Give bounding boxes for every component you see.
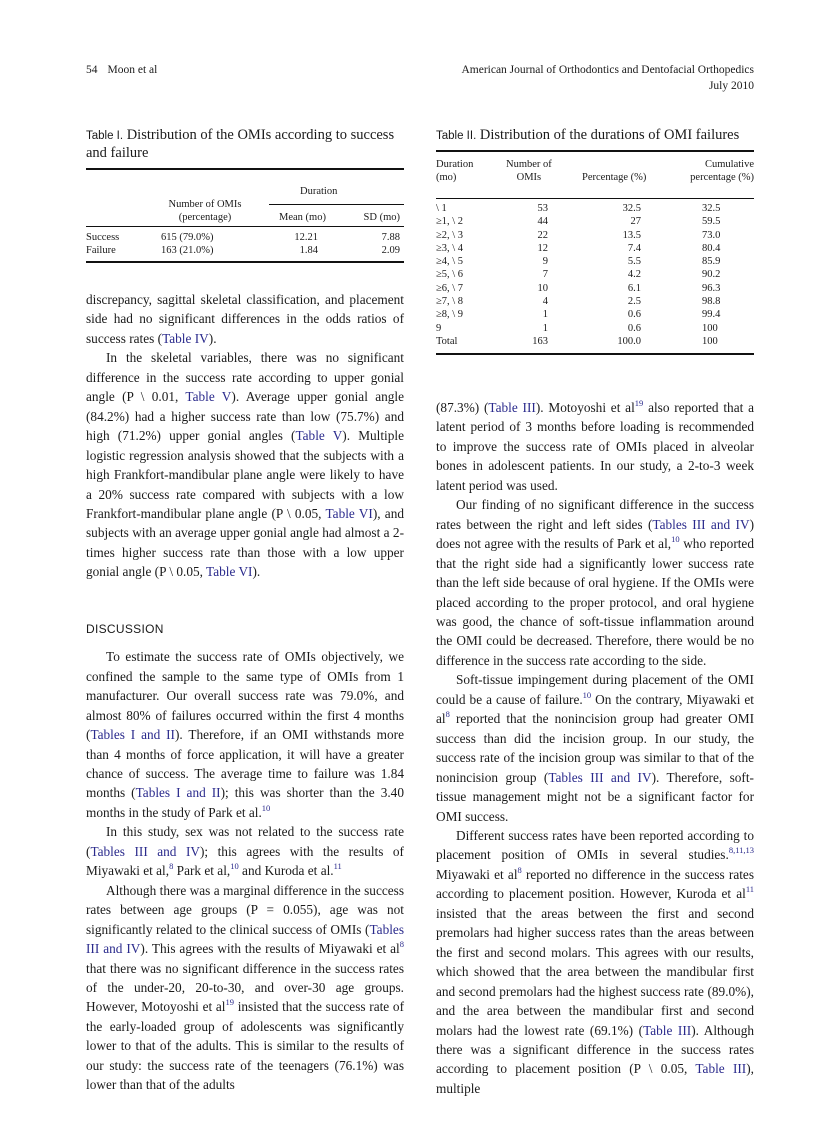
reference-link[interactable]: 19 [225,997,234,1008]
paragraph: discrepancy, sagittal skeletal classification, and placement side had no significant differences in the odds ratios of success rates (Table IV). [86,292,404,346]
reference-link[interactable]: 8 [517,864,522,875]
cell-percentage: 32.5 [622,203,641,214]
cell-number: 22 [537,229,548,241]
col-header-percentage: Percentage (%) [582,172,647,183]
cell-duration: \ 1 [436,203,447,214]
cell-number: 9 [542,256,548,268]
cell-duration: ≥8, \ 9 [436,309,464,321]
table-row [436,269,754,282]
table-1 [86,127,404,263]
table-top-rule [86,168,404,170]
col-group-duration: Duration [300,186,338,197]
journal-title: American Journal of Orthodontics and Dentofacial Orthopedics [461,64,754,76]
table-link[interactable]: Table III [643,1022,692,1038]
cell-cumulative: 100 [702,322,718,334]
reference-link[interactable]: 10 [230,861,239,872]
table-link[interactable]: Table VI [325,505,373,521]
table-1-header [86,176,404,226]
cell-sd: 7.88 [381,232,400,243]
cell-cumulative: 59.5 [702,216,721,228]
header-rule [436,198,754,199]
row-label: Success [86,232,120,243]
table-row [86,245,404,258]
table-row [436,323,754,336]
table-row [436,243,754,256]
col-header-number [160,198,250,224]
cell-mean: 1.84 [299,245,318,256]
cell-percentage: 13.5 [622,229,641,241]
cell-number: 12 [537,242,548,254]
page-number: 54 [86,64,98,76]
table-link[interactable]: Tables I and II [135,785,221,801]
cell-percentage: 5.5 [627,256,641,268]
reference-link[interactable]: 10 [261,802,271,813]
issue-date: July 2010 [708,80,754,92]
table-1-label: Table I. [86,130,124,142]
cell-number: 163 [532,335,548,347]
cell-duration: ≥5, \ 6 [436,269,464,281]
table-link[interactable]: Tables III and IV [548,769,652,785]
paragraph: (87.3%) (Table III). Motoyoshi et $al^{19}$ also reported that a latent period of 3 months before loading is recommended to improve the success rate of OMIs placed in alveolar bones in adolescent patients. In our study, a 2-to-3 week latent period was used. [436,398,754,493]
section-heading-discussion: DISCUSSION [86,621,164,636]
table-link[interactable]: Tables III and IV [90,843,200,859]
table-link[interactable]: Table V [185,389,232,405]
cell-number: 1 [542,309,548,321]
cell-duration: ≥7, \ 8 [436,296,464,308]
table-top-rule [436,150,754,152]
table-row [436,283,754,296]
table-link[interactable]: Table III [488,400,536,415]
cell-duration: Total [436,335,458,347]
paragraph: To estimate the success rate of OMIs objectively, we confined the sample to the same type of OMIs from 1 manufacturer. Our overall success rate was 79.0%, and almost 80% of failures occurred within the first 4 months (Tables I and II). Therefore, if an OMI withstands more than 4 months of force application, it will have a greater chance of success. The average time to failure was 1.84 months (Tables I and II); this was shorter than the 3.40 months in the study of Park et al.$^{10}$ [86,649,404,820]
cell-percentage: 7.4 [627,242,641,254]
table-link[interactable]: Tables III and IV [86,921,404,957]
reference-link[interactable]: 8 [169,861,174,872]
cell-percentage: 6.1 [627,282,641,294]
cell-sd: 2.09 [381,245,400,256]
reference-link[interactable]: 19 [634,398,644,408]
col-header-number [506,158,552,184]
col-header-mean: Mean (mo) [279,212,326,223]
cell-percentage: 0.6 [627,309,641,321]
table-link[interactable]: Table IV [162,330,209,346]
cell-number: 163 (21.0%) [161,245,214,256]
reference-link[interactable]: 8 [399,939,405,950]
paragraph: In the skeletal variables, there was no significant difference in the success rate according to upper gonial angle (P \ 0.01, Table V). Average upper gonial angle (84.2%) had a higher success rate than low (75.7%) and high (71.2%) upper gonial angles (Table V). Multiple logistic regression analysis showed that the subjects with a high Frankfort-mandibular plane angle were likely to have a 20% success rate compared with subjects with a low Frankfort-mandibular plane angle (P \ 0.05, Table VI), and subjects with an average upper gonial angle had almost a 2-times higher success rate than those with a low upper gonial angle (P \ 0.05, Table VI). [86,350,404,580]
cell-cumulative: 100 [702,335,718,347]
paragraph: Although there was a marginal difference in the success rates between age groups (P = 0.055), age was not significantly related to the clinical success of OMIs (Tables III and IV). This agrees with the results of Miyawaki et $al^8$ that there was no significant difference in the success rates of the under-20, 20-to-30, and over-30 age groups. However, Motoyoshi et $al^{19}$ insisted that the success rate of the early-loaded group of adolescents was significantly lower to that of the adults. This is similar to the results of our study: the success rate of the teenagers (76.1%) was lower than that of the adults [86,882,405,1093]
cell-number: 10 [537,282,548,294]
cell-duration: ≥3, \ 4 [436,242,464,254]
cell-mean: 12.21 [294,232,318,243]
col-header-number-line1: Number of OMIs [168,199,242,210]
cell-cumulative: 85.9 [702,256,721,268]
col-header-duration-line1: Duration [436,159,474,170]
cell-duration: ≥6, \ 7 [436,282,464,294]
right-column [436,398,754,1098]
reference-link[interactable]: 10 [582,689,592,700]
cell-cumulative: 99.4 [702,309,721,321]
cell-number: 53 [537,203,548,214]
col-header-cumulative-line1: Cumulative [705,159,754,170]
running-head-right [461,62,754,94]
table-row [436,203,754,216]
cell-cumulative: 32.5 [702,203,721,214]
table-row [436,296,754,309]
reference-link[interactable]: 10 [671,534,680,545]
table-bottom-rule [86,261,404,263]
cell-number: 4 [542,296,548,308]
reference-link[interactable]: 11 [745,884,754,895]
reference-link[interactable]: 8,11,13 [728,845,754,856]
cell-cumulative: 96.3 [702,282,721,294]
paragraph: Our finding of no significant difference in the success rates between the right and left sides (Tables III and IV) does not agree with the results of Park et al,$^{10}$ who reported that the right side had a significantly lower success rate than the left side because of oral hygiene. If the OMIs were placed according to the proper protocol, and oral hygiene was good, the chance of soft-tissue inflammation around the OMI could be decreased. Therefore, there would be no difference in the success rate according to the side. [436,497,754,668]
cell-cumulative: 80.4 [702,242,721,254]
col-header-number-line2: (percentage) [178,212,232,223]
col-header-duration [436,158,473,184]
cell-cumulative: 73.0 [702,229,721,241]
cell-cumulative: 90.2 [702,269,721,281]
table-bottom-rule [436,353,754,355]
col-header-sd: SD (mo) [363,212,400,223]
table-link[interactable]: Table III [695,1061,747,1077]
cell-number: 615 (79.0%) [161,232,214,243]
col-header-duration-line2: (mo) [436,172,457,183]
cell-cumulative: 98.8 [702,296,721,308]
paragraph: In this study, sex was not related to the success rate (Tables III and IV); this agrees with the results of Miyawaki et al,$^8$ Park et al,$^{10}$ and Kuroda et al.$^{11}$ [86,824,404,879]
running-head-left [86,62,157,78]
col-group-rule [269,204,404,205]
table-link[interactable]: Tables I and II [90,727,175,743]
table-link[interactable]: Table VI [206,564,253,580]
cell-duration: ≥2, \ 3 [436,229,464,241]
table-1-body [86,227,404,261]
table-2-body [436,203,754,349]
cell-percentage: 0.6 [627,322,641,334]
cell-percentage: 27 [630,216,641,228]
cell-duration: ≥4, \ 5 [436,256,464,268]
cell-number: 7 [542,269,548,281]
authors: Moon et al [107,64,158,76]
reference-link[interactable]: 8 [445,709,450,720]
table-2 [436,127,754,355]
table-row [436,230,754,243]
table-row [436,309,754,322]
left-column [86,290,404,1095]
paragraph: Different success rates have been reported according to placement position of OMIs in several studies.$^{8,11,13}$ Miyawaki et $al^8$ reported no difference in the success rates according to placement position. However, Kuroda et $al^{11}$ insisted that the areas between the first and second premolars had higher success rates than the areas between the first and second molars. This agrees with our results, which showed that the area between the mandibular first and second premolars had the highest success rate (89.0%), and the area between the mandibular first and second molars had the lowest rate (69.1%) (Table III). Although there was a significant difference in the success rates according to placement position (P \ 0.05, Table III), multiple [436,827,754,1096]
cell-duration: ≥1, \ 2 [436,216,464,228]
col-header-number-line2: OMIs [516,172,542,183]
table-2-caption [436,127,754,145]
cell-percentage: 100.0 [617,335,641,347]
table-2-title: Distribution of the durations of OMI failures [479,127,740,143]
cell-number: 44 [537,216,548,228]
table-row [86,232,404,245]
table-1-title: Distribution of the OMIs according to success and failure [86,127,395,161]
table-link[interactable]: Table V [295,428,343,444]
cell-percentage: 4.2 [627,269,641,281]
table-row-total [436,336,754,349]
col-header-cumulative-line2: percentage (%) [690,172,754,183]
table-1-caption [86,127,404,162]
paragraph: Soft-tissue impingement during placement of the OMI could be a cause of failure.$^{10}$ On the contrary, Miyawaki et $al^8$ reported that the nonincision group had greater OMI success than did the incision group. In our study, the success rate of the incision group was similar to that of the nonincision group (Tables III and IV). Therefore, soft-tissue management might not be a significant factor for OMI success. [436,672,754,824]
table-link[interactable]: Tables III and IV [652,516,750,532]
col-header-number-line1: Number of [506,159,552,170]
table-2-header [436,156,754,198]
cell-duration: 9 [436,322,442,334]
table-row [436,256,754,269]
table-2-label: Table II. [436,130,477,142]
reference-link[interactable]: 11 [333,861,342,872]
row-label: Failure [86,245,116,256]
table-row [436,216,754,229]
cell-number: 1 [542,322,548,334]
cell-percentage: 2.5 [627,296,641,308]
col-header-cumulative [690,158,754,184]
